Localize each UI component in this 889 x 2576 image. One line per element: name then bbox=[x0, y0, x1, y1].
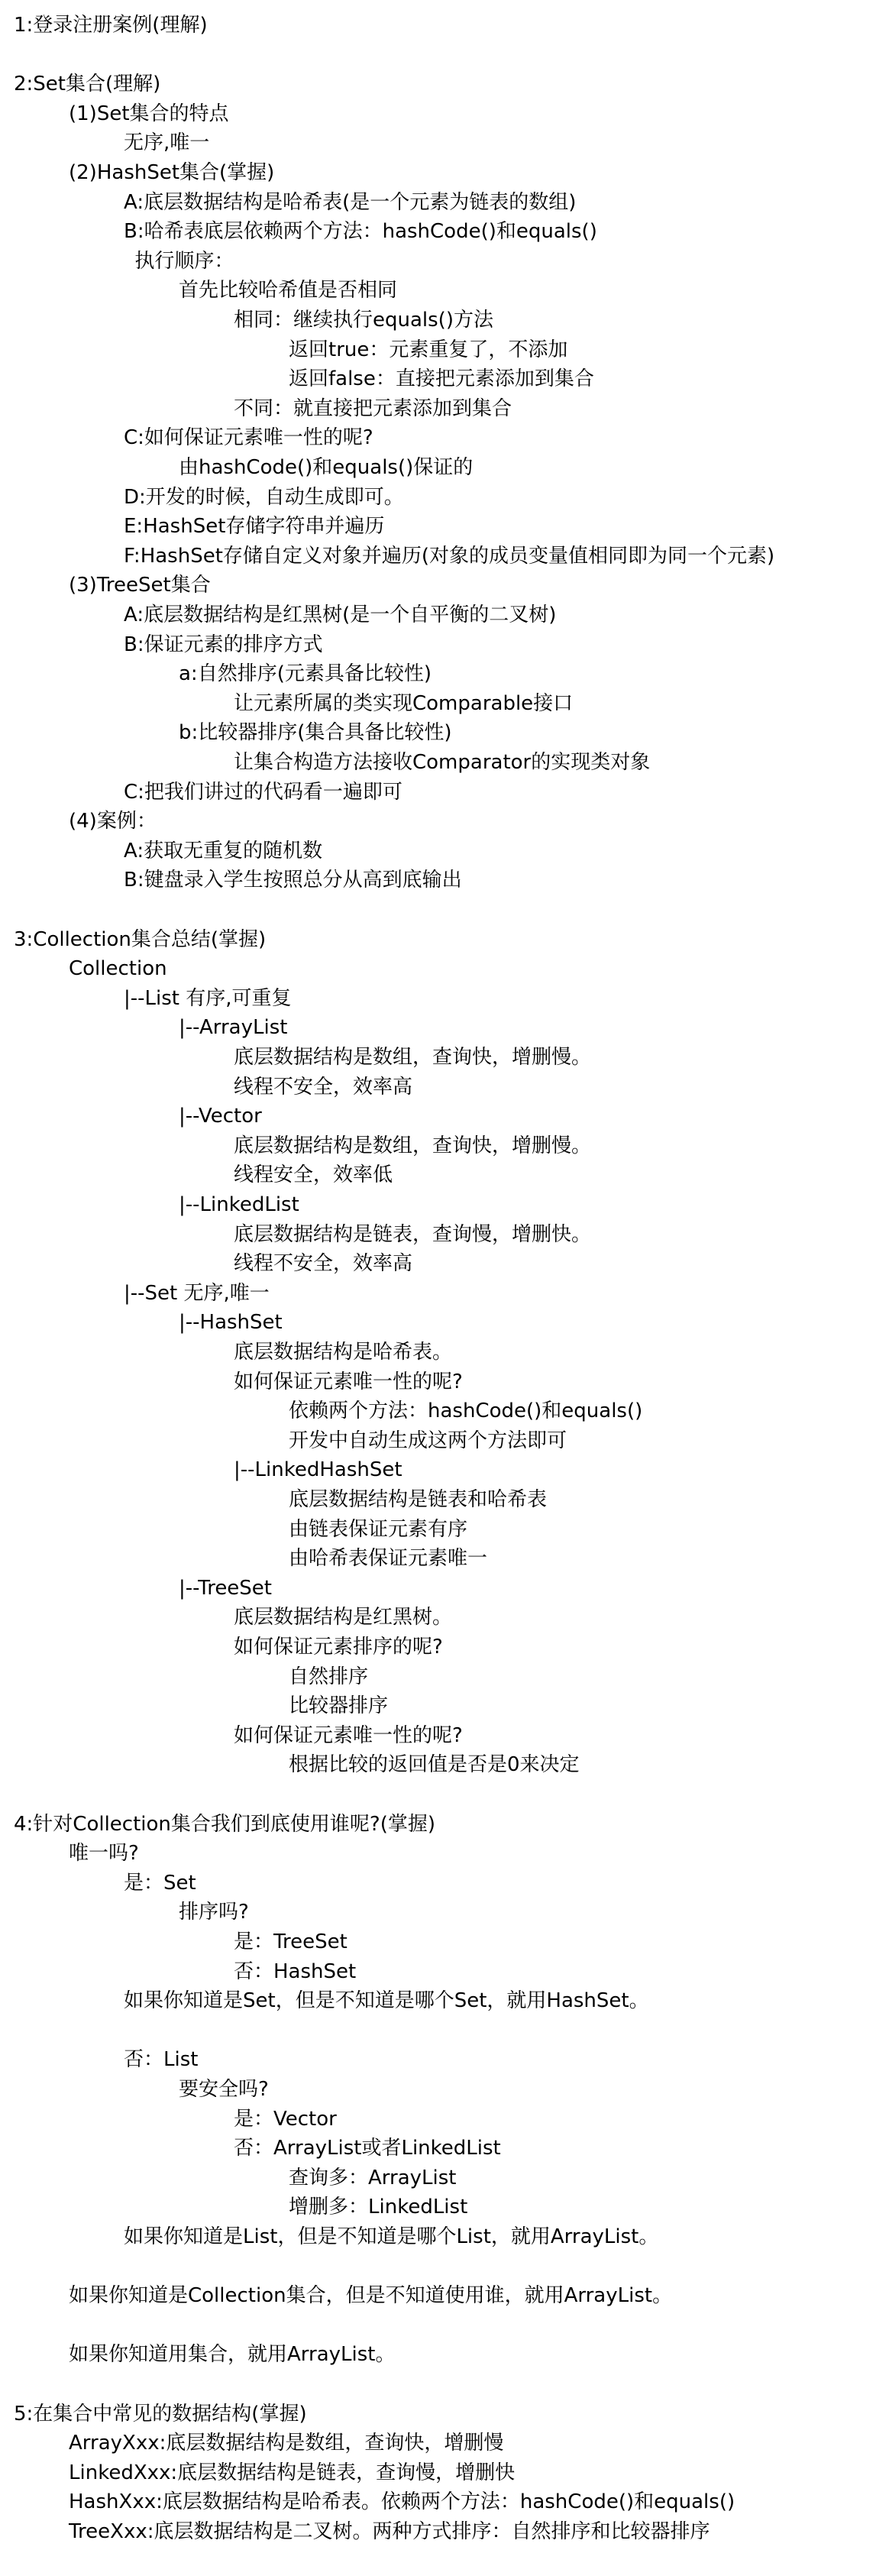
text-line: 是：Set bbox=[124, 1871, 196, 1895]
text-line: |--LinkedList bbox=[179, 1193, 299, 1216]
text-line: 如何保证元素唯一性的呢? bbox=[234, 1723, 463, 1747]
text-line: 底层数据结构是数组，查询快，增删慢。 bbox=[234, 1134, 592, 1157]
text-line: 返回false：直接把元素添加到集合 bbox=[289, 367, 594, 391]
text-line: (3)TreeSet集合 bbox=[69, 574, 211, 597]
text-line: D:开发的时候，自动生成即可。 bbox=[124, 485, 404, 509]
text-line: 唯一吗? bbox=[69, 1842, 139, 1866]
text-line: A:底层数据结构是红黑树(是一个自平衡的二叉树) bbox=[124, 604, 557, 626]
text-line: F:HashSet存储自定义对象并遍历(对象的成员变量值相同即为同一个元素) bbox=[124, 544, 775, 568]
text-line: 如果你知道是List，但是不知道是哪个List，就用ArrayList。 bbox=[124, 2225, 659, 2248]
text-line: LinkedXxx:底层数据结构是链表，查询慢，增删快 bbox=[69, 2461, 516, 2484]
text-line: 首先比较哈希值是否相同 bbox=[179, 279, 398, 303]
text-line: 由哈希表保证元素唯一 bbox=[289, 1547, 488, 1571]
text-line: A:获取无重复的随机数 bbox=[124, 839, 323, 862]
text-line: 依赖两个方法：hashCode()和equals() bbox=[289, 1400, 643, 1423]
text-line: 开发中自动生成这两个方法即可 bbox=[289, 1429, 567, 1452]
text-line: 底层数据结构是数组，查询快，增删慢。 bbox=[234, 1046, 592, 1069]
text-line: 让集合构造方法接收Comparator的实现类对象 bbox=[234, 751, 651, 774]
text-line: 增删多：LinkedList bbox=[289, 2196, 468, 2219]
text-line: 无序,唯一 bbox=[124, 131, 210, 155]
text-line: 如何保证元素排序的呢? bbox=[234, 1636, 443, 1659]
text-line: 线程不安全，效率高 bbox=[234, 1075, 413, 1099]
text-line: 执行顺序： bbox=[134, 249, 234, 273]
text-line: TreeXxx:底层数据结构是二叉树。两种方式排序：自然排序和比较器排序 bbox=[69, 2520, 710, 2543]
text-line: a:自然排序(元素具备比较性) bbox=[179, 662, 432, 686]
text-line: |--List 有序,可重复 bbox=[124, 986, 292, 1010]
text-line: 如果你知道是Set，但是不知道是哪个Set，就用HashSet。 bbox=[124, 1989, 649, 2013]
text-line: 相同：继续执行equals()方法 bbox=[234, 309, 493, 332]
text-line: C:如何保证元素唯一性的呢? bbox=[124, 426, 373, 450]
text-line: 排序吗? bbox=[179, 1901, 249, 1924]
text-line: 否：ArrayList或者LinkedList bbox=[234, 2137, 501, 2160]
text-line: Collection bbox=[69, 957, 167, 981]
text-line: 1:登录注册案例(理解) bbox=[14, 14, 208, 37]
text-line: 底层数据结构是红黑树。 bbox=[234, 1606, 453, 1629]
text-line: 底层数据结构是哈希表。 bbox=[234, 1341, 453, 1364]
text-line: |--TreeSet bbox=[179, 1576, 273, 1600]
text-line: 返回true：元素重复了，不添加 bbox=[289, 338, 568, 361]
text-line: HashXxx:底层数据结构是哈希表。依赖两个方法：hashCode()和equals() bbox=[69, 2490, 735, 2514]
text-line: A:底层数据结构是哈希表(是一个元素为链表的数组) bbox=[124, 190, 577, 214]
text-line: E:HashSet存储字符串并遍历 bbox=[124, 515, 385, 539]
text-line: 由链表保证元素有序 bbox=[289, 1517, 468, 1541]
text-line: 比较器排序 bbox=[289, 1694, 389, 1718]
text-line: (4)案例： bbox=[69, 810, 157, 833]
text-line: B:键盘录入学生按照总分从高到底输出 bbox=[124, 869, 462, 892]
text-line: 不同：就直接把元素添加到集合 bbox=[234, 396, 512, 420]
text-line: 否：HashSet bbox=[234, 1960, 357, 1983]
text-line: 3:Collection集合总结(掌握) bbox=[14, 927, 267, 951]
text-line: |--LinkedHashSet bbox=[234, 1458, 402, 1482]
text-line: 自然排序 bbox=[289, 1665, 369, 1688]
text-line: 要安全吗? bbox=[179, 2078, 269, 2101]
text-line: |--Set 无序,唯一 bbox=[124, 1281, 270, 1305]
text-line: C:把我们讲过的代码看一遍即可 bbox=[124, 780, 402, 804]
text-line: 线程安全，效率低 bbox=[234, 1163, 393, 1187]
text-line: (2)HashSet集合(掌握) bbox=[69, 161, 275, 184]
text-line: B:哈希表底层依赖两个方法：hashCode()和equals() bbox=[124, 220, 597, 244]
text-line: 如果你知道是Collection集合，但是不知道使用谁，就用ArrayList。 bbox=[69, 2284, 673, 2308]
text-line: 如何保证元素唯一性的呢? bbox=[234, 1370, 463, 1393]
text-line: 底层数据结构是链表，查询慢，增删快。 bbox=[234, 1222, 592, 1246]
text-line: 5:在集合中常见的数据结构(掌握) bbox=[14, 2402, 307, 2426]
text-line: 查询多：ArrayList bbox=[289, 2166, 457, 2189]
text-line: 根据比较的返回值是否是0来决定 bbox=[289, 1753, 580, 1777]
text-line: (1)Set集合的特点 bbox=[69, 102, 229, 125]
text-line: b:比较器排序(集合具备比较性) bbox=[179, 721, 452, 745]
text-line: 否：List bbox=[124, 2048, 199, 2072]
text-line: |--HashSet bbox=[179, 1311, 283, 1335]
text-line: 让元素所属的类实现Comparable接口 bbox=[234, 691, 574, 715]
text-line: 底层数据结构是链表和哈希表 bbox=[289, 1488, 548, 1511]
text-line: 是：TreeSet bbox=[234, 1930, 348, 1953]
text-line: 是：Vector bbox=[234, 2107, 337, 2131]
text-line: 4:针对Collection集合我们到底使用谁呢?(掌握) bbox=[14, 1812, 435, 1836]
text-line: 如果你知道用集合，就用ArrayList。 bbox=[69, 2343, 396, 2367]
text-line: B:保证元素的排序方式 bbox=[124, 633, 323, 656]
text-line: |--ArrayList bbox=[179, 1016, 288, 1040]
text-line: 线程不安全，效率高 bbox=[234, 1252, 413, 1276]
text-line: 由hashCode()和equals()保证的 bbox=[179, 456, 474, 479]
text-line: ArrayXxx:底层数据结构是数组，查询快，增删慢 bbox=[69, 2432, 504, 2455]
text-line: |--Vector bbox=[179, 1105, 262, 1128]
text-line: 2:Set集合(理解) bbox=[14, 73, 161, 96]
